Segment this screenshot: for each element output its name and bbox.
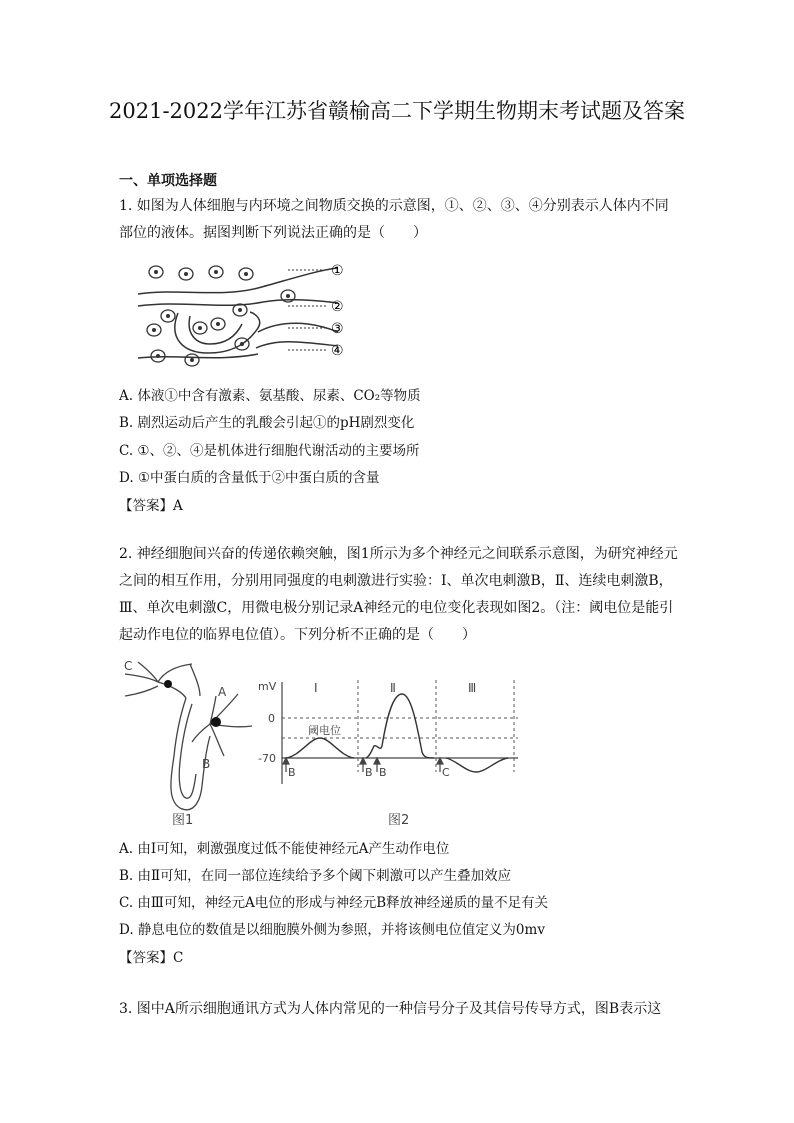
q1-option-b: B. 剧烈运动后产生的乳酸会引起①的pH剧烈变化 bbox=[119, 415, 415, 431]
fig1-label-b: B bbox=[202, 757, 211, 771]
q2-option-a: A. 由Ⅰ可知，刺激强度过低不能使神经元A产生动作电位 bbox=[119, 841, 450, 857]
q1-label-1: ① bbox=[331, 263, 344, 279]
q1-stem: 1. 如图为人体细胞与内环境之间物质交换的示意图，①、②、③、④分别表示人体内不同部位的液体。据图判断下列说法正确的是（ ） bbox=[119, 198, 669, 241]
fig1-caption: 图1 bbox=[172, 813, 194, 828]
q2-option-b: B. 由Ⅱ可知，在同一部位连续给予多个阈下刺激可以产生叠加效应 bbox=[119, 868, 512, 884]
section-heading: 一、单项选择题 bbox=[119, 173, 217, 189]
fig2-phase-2: Ⅱ bbox=[390, 681, 396, 695]
q2-option-d: D. 静息电位的数值是以细胞膜外侧为参照，并将该侧电位值定义为0mv bbox=[119, 922, 545, 938]
fig2-caption: 图2 bbox=[388, 813, 410, 828]
q2-option-c: C. 由Ⅲ可知，神经元A电位的形成与神经元B释放神经递质的量不足有关 bbox=[119, 895, 549, 911]
fig2-stim-4: C bbox=[442, 766, 450, 779]
fig2-unit: mV bbox=[258, 680, 277, 693]
q2-figure-2 bbox=[256, 672, 526, 830]
q2-figure-1 bbox=[120, 656, 260, 828]
q1-option-c: C. ①、②、④是机体进行细胞代谢活动的主要场所 bbox=[119, 443, 420, 459]
document-title: 2021-2022学年江苏省赣榆高二下学期生物期末考试题及答案 bbox=[109, 99, 685, 123]
q1-label-2: ② bbox=[331, 299, 344, 315]
fig2-stim-3: B bbox=[379, 766, 387, 779]
q3-stem: 3. 图中A所示细胞通讯方式为人体内常见的一种信号分子及其信号传导方式，图B表示这 bbox=[119, 1001, 662, 1017]
q1-figure bbox=[138, 258, 358, 370]
q1-label-4: ④ bbox=[331, 343, 344, 359]
fig1-label-c: C bbox=[124, 659, 133, 673]
q1-option-d: D. ①中蛋白质的含量低于②中蛋白质的含量 bbox=[119, 470, 380, 486]
q2-answer: 【答案】C bbox=[119, 950, 184, 966]
fig2-minus70: -70 bbox=[258, 752, 276, 765]
fig2-threshold: 阈电位 bbox=[308, 724, 341, 737]
q2-stem: 2. 神经细胞间兴奋的传递依赖突触，图1所示为多个神经元之间联系示意图，为研究神经元之间的相互作用，分别用同强度的电刺激进行实验：Ⅰ、单次电刺激B，Ⅱ、连续电刺激B，Ⅲ、单次电刺激C，用微电极分别记录A神经元的电位变化表现如图2。（注：阈电位是能引起动作电位的临界电位值）。下列分析不正确的是（ ） bbox=[119, 546, 678, 643]
q1-option-a: A. 体液①中含有激素、氨基酸、尿素、CO₂等物质 bbox=[119, 388, 421, 404]
fig2-zero: 0 bbox=[268, 712, 275, 725]
fig2-stim-2: B bbox=[365, 766, 373, 779]
q1-answer: 【答案】A bbox=[119, 498, 183, 514]
q1-label-3: ③ bbox=[331, 321, 344, 337]
fig2-phase-3: Ⅲ bbox=[468, 681, 477, 695]
fig1-label-a: A bbox=[218, 685, 227, 699]
fig2-stim-1: B bbox=[288, 766, 296, 779]
fig2-phase-1: Ⅰ bbox=[314, 681, 318, 695]
